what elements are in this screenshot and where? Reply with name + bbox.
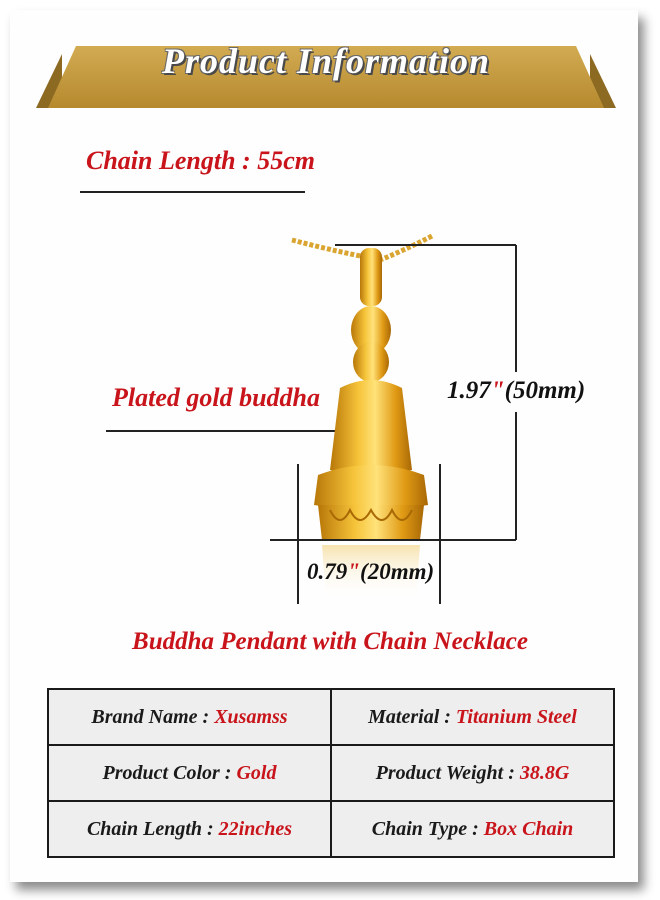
plating-callout: Plated gold buddha xyxy=(112,383,321,412)
height-inch-mark: " xyxy=(490,377,505,404)
spec-value: Box Chain xyxy=(483,817,574,840)
width-inch-mark: " xyxy=(347,559,361,584)
table-row xyxy=(48,801,614,857)
spec-label: Chain Type : xyxy=(371,817,479,840)
spec-label: Product Color : xyxy=(102,761,232,784)
spec-cell-color xyxy=(48,745,331,801)
chain-length-callout: Chain Length : 55cm xyxy=(86,146,315,175)
spec-table xyxy=(47,688,615,858)
width-inches: 0.79 xyxy=(307,559,348,584)
spec-value: Xusamss xyxy=(214,705,288,728)
spec-value: Gold xyxy=(236,761,277,784)
height-mm: (50mm) xyxy=(504,377,586,404)
spec-label: Material : xyxy=(368,705,451,728)
product-title: Buddha Pendant with Chain Necklace xyxy=(132,628,528,655)
height-dimension-label xyxy=(447,377,585,405)
buddha-figure xyxy=(314,306,428,600)
table-row xyxy=(48,689,614,745)
spec-value: 38.8G xyxy=(519,761,570,784)
spec-cell-chain-type xyxy=(331,801,614,857)
spec-label: Brand Name : xyxy=(91,705,210,728)
spec-cell-weight xyxy=(331,745,614,801)
pendant-bail xyxy=(360,248,382,306)
spec-value: 22inches xyxy=(218,817,293,840)
width-mm: (20mm) xyxy=(360,559,435,584)
page-title: Product Information xyxy=(161,41,491,81)
spec-label: Product Weight : xyxy=(375,761,515,784)
spec-label: Chain Length : xyxy=(86,817,214,840)
spec-cell-chain-length xyxy=(48,801,331,857)
height-inches: 1.97 xyxy=(447,377,491,404)
spec-cell-material xyxy=(331,689,614,745)
spec-cell-brand xyxy=(48,689,331,745)
spec-value: Titanium Steel xyxy=(455,705,577,728)
table-row xyxy=(48,745,614,801)
width-dimension-label xyxy=(307,559,434,585)
